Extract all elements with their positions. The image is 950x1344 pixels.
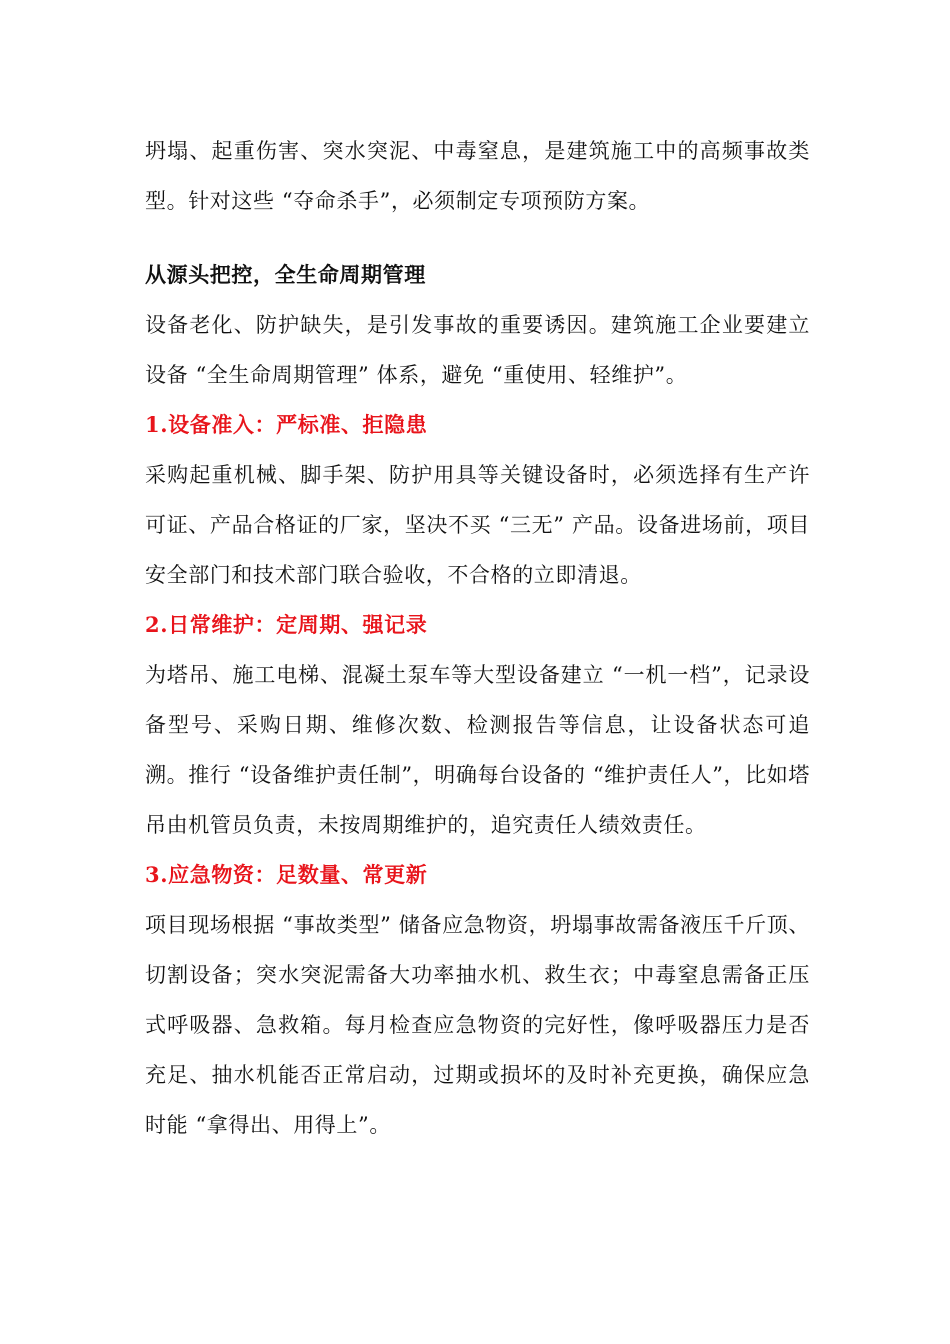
item-heading-equipment-access: 1.设备准入：严标准、拒隐患 <box>145 412 428 437</box>
item-heading-emergency-supplies: 3.应急物资：足数量、常更新 <box>145 862 428 887</box>
document-page <box>145 126 810 1150</box>
item-body-daily-maintenance: 为塔吊、施工电梯、混凝土泵车等大型设备建立 “一机一档”，记录设备型号、采购日期、维修次数、检测报告等信息，让设备状态可追溯。推行 “设备维护责任制”，明确每台设备的 “维护责任人”，比如塔吊由机管员负责，未按周期维护的，追究责任人绩效责任。 <box>145 663 810 837</box>
item-body-equipment-access: 采购起重机械、脚手架、防护用具等关键设备时，必须选择有生产许可证、产品合格证的厂家，坚决不买 “三无” 产品。设备进场前，项目安全部门和技术部门联合验收，不合格的立即清退。 <box>145 463 810 587</box>
section-title: 从源头把控，全生命周期管理 <box>145 262 426 287</box>
item-heading-daily-maintenance: 2.日常维护：定周期、强记录 <box>145 612 428 637</box>
section-lead-paragraph: 设备老化、防护缺失，是引发事故的重要诱因。建筑施工企业要建立设备 “全生命周期管理” 体系，避免 “重使用、轻维护”。 <box>145 313 810 387</box>
spacer <box>145 226 810 250</box>
intro-paragraph: 坍塌、起重伤害、突水突泥、中毒窒息，是建筑施工中的高频事故类型。针对这些 “夺命杀手”，必须制定专项预防方案。 <box>145 139 810 213</box>
item-body-emergency-supplies: 项目现场根据 “事故类型” 储备应急物资，坍塌事故需备液压千斤顶、切割设备；突水突泥需备大功率抽水机、救生衣；中毒窒息需备正压式呼吸器、急救箱。每月检查应急物资的完好性，像呼吸器压力是否充足、抽水机能否正常启动，过期或损坏的及时补充更换，确保应急时能 “拿得出、用得上”。 <box>145 913 810 1137</box>
